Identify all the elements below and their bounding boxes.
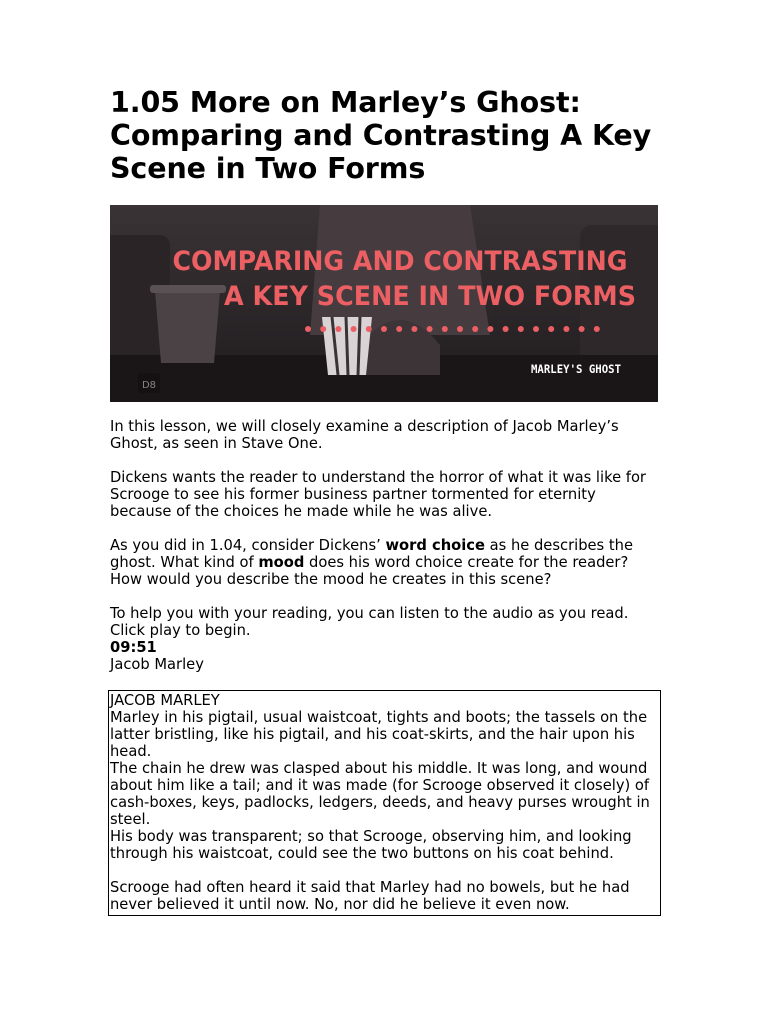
divider-dot [305,326,311,332]
banner-caption: MARLEY'S GHOST [531,362,622,376]
divider-dot [381,326,387,332]
intro-paragraph-2: Dickens wants the reader to understand the horror of what it was like for Scrooge to see his former business partner tormented for eternity because of the choices he made while he was alive. [110,469,646,520]
excerpt-heading: JACOB MARLEY [110,692,220,709]
divider-dot [518,326,524,332]
intro-paragraph-4: To help you with your reading, you can listen to the audio as you read. Click play to begin. [110,605,629,639]
excerpt-paragraph-3: His body was transparent; so that Scrooge, observing him, and looking through his waistcoat, could see the two buttons on his coat behind. [110,828,632,862]
lesson-banner [110,205,658,402]
term-mood: mood [258,554,305,571]
intro-paragraph-3 [110,537,660,588]
excerpt-paragraph-4: Scrooge had often heard it said that Marley had no bowels, but he had never believed it until now. No, nor did he believe it even now. [110,879,630,913]
banner-headline-line2: A KEY SCENE IN TWO FORMS [224,281,636,312]
divider-dot [442,326,448,332]
divider-dot [503,326,509,332]
divider-dot [472,326,478,332]
divider-dot [351,326,357,332]
lesson-intro [110,418,660,673]
excerpt-box [108,690,661,916]
divider-dot [335,326,341,332]
excerpt-spacer [110,862,660,879]
banner-headline-line1: COMPARING AND CONTRASTING [172,246,628,277]
page-title: 1.05 More on Marley’s Ghost: Comparing and Contrasting A Key Scene in Two Forms [110,86,652,185]
divider-dot [533,326,539,332]
divider-dot [320,326,326,332]
intro-p3-text-c: does his word choice create for the reader? How would you describe the mood he creates in this scene? [110,554,629,588]
intro-paragraph-1: In this lesson, we will closely examine a description of Jacob Marley’s Ghost, as seen in Stave One. [110,418,619,452]
divider-dot [366,326,372,332]
divider-dot [594,326,600,332]
divider-dot [396,326,402,332]
divider-dot [548,326,554,332]
audio-title: Jacob Marley [110,656,204,673]
divider-dot [579,326,585,332]
cup-label: D8 [141,380,157,391]
divider-dot [411,326,417,332]
intro-p3-text-b: as he describes the ghost. What kind of [110,537,633,571]
divider-dot [427,326,433,332]
divider-dot [457,326,463,332]
divider-dot [563,326,569,332]
audio-duration: 09:51 [110,639,157,656]
excerpt-paragraph-2: The chain he drew was clasped about his middle. It was long, and wound about him like a tail; and it was made (for Scrooge observed it closely) of cash-boxes, keys, padlocks, ledgers, deeds, and heavy purses wrought in steel. [110,760,650,828]
term-word-choice: word choice [385,537,485,554]
divider-dot [487,326,493,332]
intro-p3-text-a: As you did in 1.04, consider Dickens’ [110,537,386,554]
excerpt-paragraph-1: Marley in his pigtail, usual waistcoat, tights and boots; the tassels on the latter bristling, like his pigtail, and his coat-skirts, and the hair upon his head. [110,709,648,760]
banner-image [110,205,658,402]
